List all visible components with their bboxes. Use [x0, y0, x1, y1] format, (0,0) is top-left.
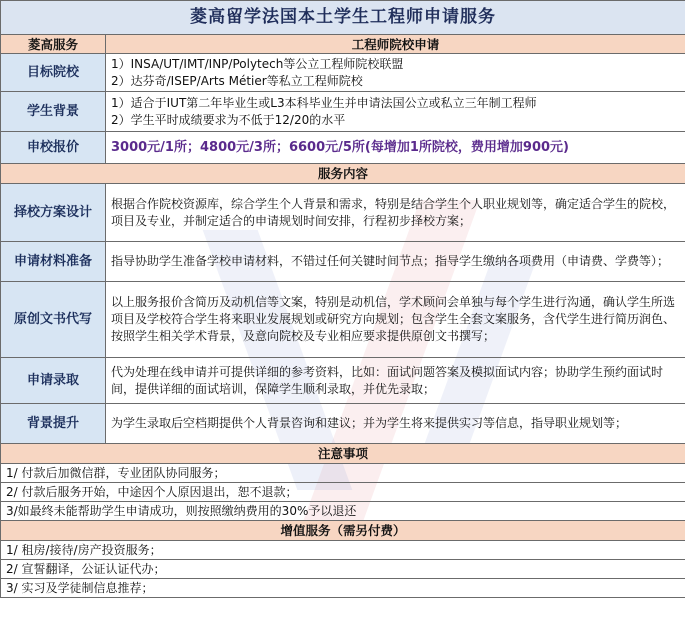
service-row [1, 184, 685, 242]
extra-row [1, 541, 685, 560]
target-line-2: 2）达芬奇/ISEP/Arts Métier等私立工程师院校 [111, 73, 363, 88]
extra-item: 3/ 实习及学徒制信息推荐； [1, 579, 685, 598]
background-line-2: 2）学生平时成绩要求为不低于12/20的水平 [111, 112, 346, 127]
service-text-materials: 指导协助学生准备学校申请材料，不错过任何关键时间节点；指导学生缴纳各项费用（申请费、学费等）； [106, 242, 685, 282]
service-row [1, 242, 685, 282]
price-label: 申校报价 [1, 132, 106, 164]
note-row [1, 464, 685, 483]
note-item: 3/如最终未能帮助学生申请成功，则按照缴纳费用的30%予以退还 [1, 502, 685, 521]
extra-row [1, 579, 685, 598]
background-label: 学生背景 [1, 92, 106, 132]
background-row [1, 92, 685, 132]
header-left: 菱高服务 [1, 35, 106, 54]
target-content [106, 54, 685, 92]
extra-header: 增值服务（需另付费） [1, 521, 685, 541]
note-row [1, 502, 685, 521]
target-row [1, 54, 685, 92]
target-line-1: 1）INSA/UT/IMT/INP/Polytech等公立工程师院校联盟 [111, 56, 404, 71]
service-text-background: 为学生录取后空档期提供个人背景咨询和建议；并为学生将来提供实习等信息，指导职业规划等； [106, 404, 685, 444]
service-label-admission: 申请录取 [1, 358, 106, 404]
page-title: 菱高留学法国本土学生工程师申请服务 [1, 1, 685, 35]
price-row [1, 132, 685, 164]
extra-row [1, 560, 685, 579]
background-line-1: 1）适合于IUT第二年毕业生或L3本科毕业生并申请法国公立或私立三年制工程师 [111, 95, 537, 110]
price-text: 3000元/1所；4800元/3所；6600元/5所(每增加1所院校，费用增加900元) [106, 132, 685, 164]
service-label-background: 背景提升 [1, 404, 106, 444]
services-header: 服务内容 [1, 164, 685, 184]
service-row [1, 358, 685, 404]
background-content [106, 92, 685, 132]
note-item: 1/ 付款后加微信群，专业团队协同服务； [1, 464, 685, 483]
notes-header: 注意事项 [1, 444, 685, 464]
service-row [1, 282, 685, 358]
extra-header-row [1, 521, 685, 541]
services-header-row [1, 164, 685, 184]
extra-item: 2/ 宣誓翻译，公证认证代办； [1, 560, 685, 579]
header-right: 工程师院校申请 [106, 35, 685, 54]
service-text-documents: 以上服务报价含简历及动机信等文案，特别是动机信，学术顾问会单独与每个学生进行沟通，确认学生所选项目及学校符合学生将来职业发展规划或研究方向规划；包含学生全套文案服务，含代学生进行简历润色、按照学生相关学术背景，及意向院校及专业相应要求提供原创文书撰写； [106, 282, 685, 358]
service-row [1, 404, 685, 444]
target-label: 目标院校 [1, 54, 106, 92]
extra-item: 1/ 租房/接待/房产投资服务； [1, 541, 685, 560]
note-item: 2/ 付款后服务开始，中途因个人原因退出，恕不退款； [1, 483, 685, 502]
service-text-school-plan: 根据合作院校资源库，综合学生个人背景和需求，特别是结合学生个人职业规划等，确定适合学生的院校，项目及专业，并制定适合的申请规划时间安排，行程初步择校方案； [106, 184, 685, 242]
notes-header-row [1, 444, 685, 464]
service-label-school-plan: 择校方案设计 [1, 184, 106, 242]
service-text-admission: 代为处理在线申请并可提供详细的参考资料，比如：面试问题答案及模拟面试内容；协助学生预约面试时间，提供详细的面试培训，保障学生顺利录取，并优先录取； [106, 358, 685, 404]
service-label-documents: 原创文书代写 [1, 282, 106, 358]
note-row [1, 483, 685, 502]
title-row [1, 1, 685, 35]
header-row [1, 35, 685, 54]
service-label-materials: 申请材料准备 [1, 242, 106, 282]
